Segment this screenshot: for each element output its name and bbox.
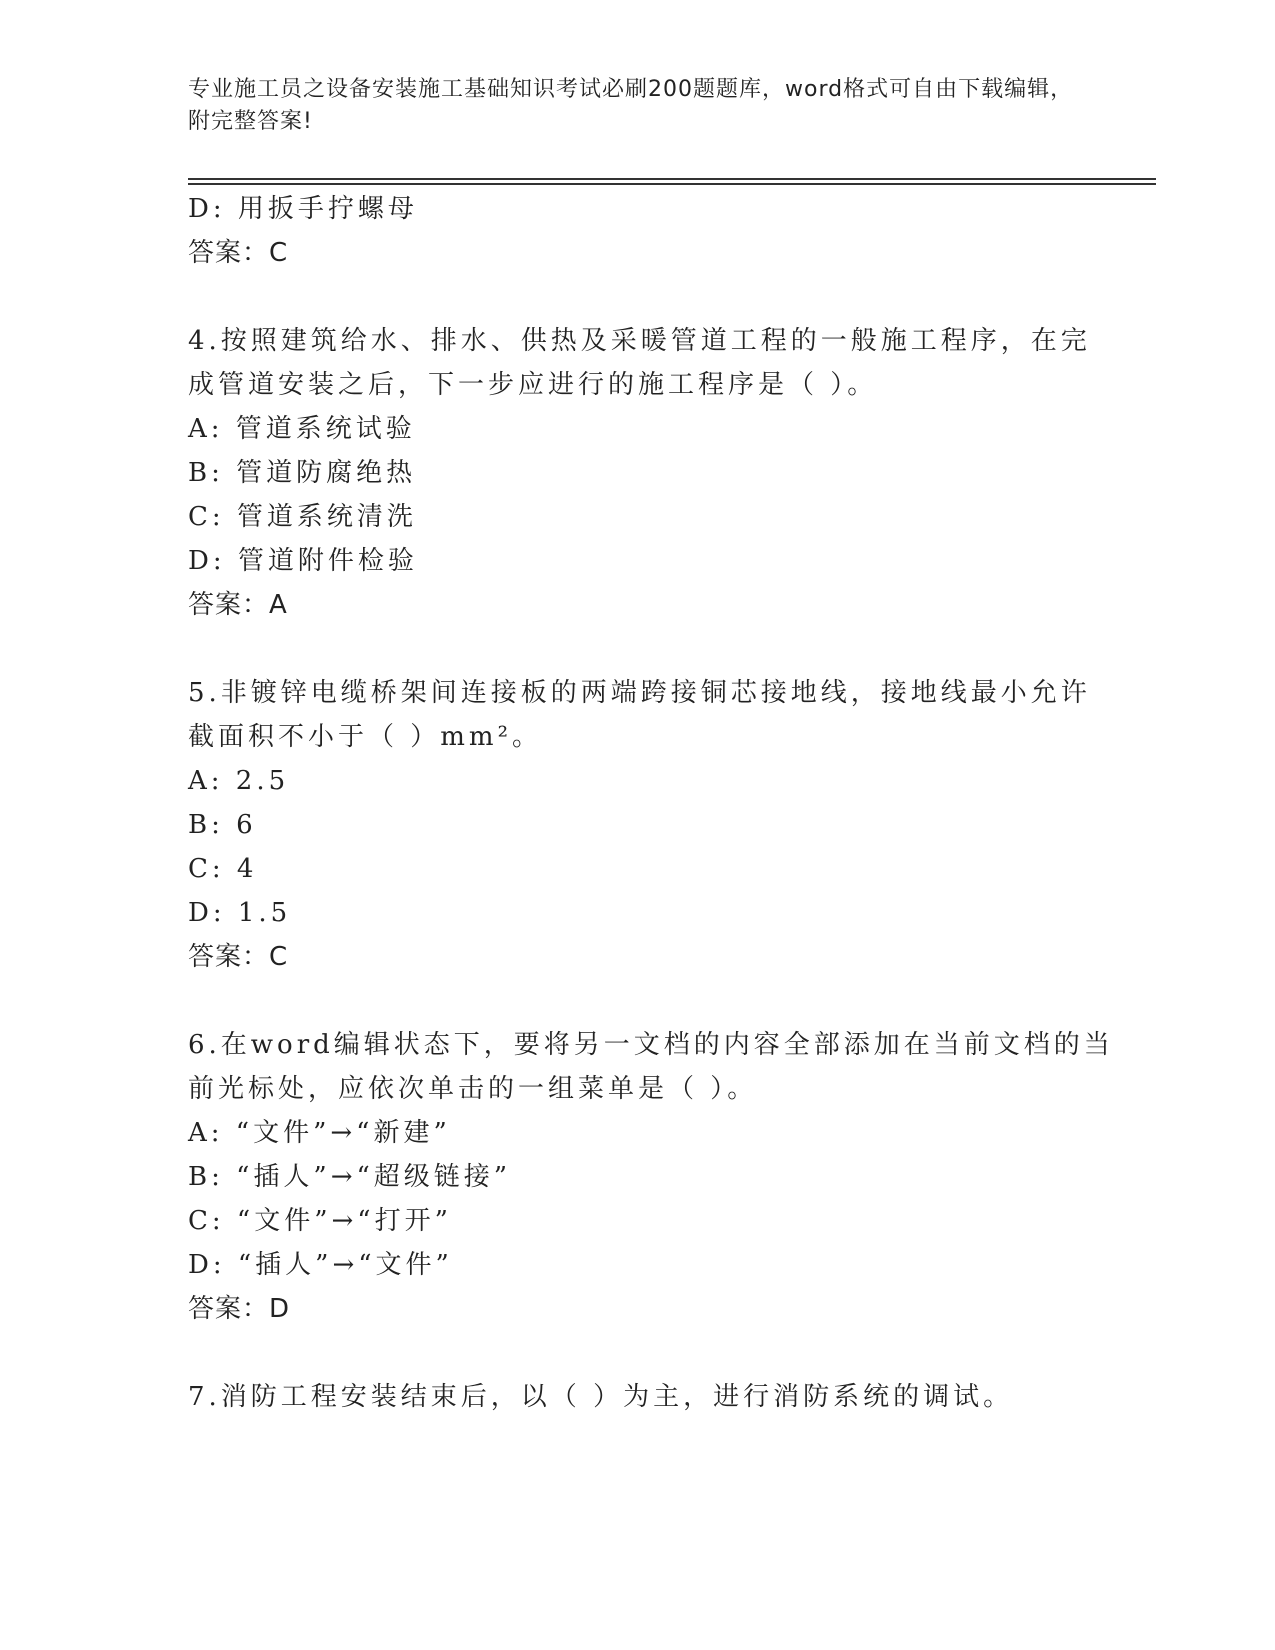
q6-option-c: C: “文件”→“打开” — [188, 1206, 452, 1236]
q6-option-d: D: “插人”→“文件” — [188, 1250, 453, 1280]
q5-option-c: C: 4 — [188, 854, 258, 884]
q7-stem-line1: 7.消防工程安装结束后，以（ ）为主，进行消防系统的调试。 — [188, 1382, 1014, 1412]
q5-answer: 答案：C — [188, 942, 289, 972]
q5-stem-line1: 5.非镀锌电缆桥架间连接板的两端跨接铜芯接地线，接地线最小允许 — [188, 678, 1091, 708]
q4-stem-line2: 成管道安装之后，下一步应进行的施工程序是（ ）。 — [188, 370, 878, 400]
q5-option-a: A: 2.5 — [188, 766, 290, 796]
q4-option-d: D: 管道附件检验 — [188, 546, 418, 576]
header-rule-top — [188, 178, 1156, 180]
q6-option-b: B: “插人”→“超级链接” — [188, 1162, 512, 1192]
header-rule-bottom — [188, 183, 1156, 185]
q5-stem-line2: 截面积不小于（ ）mm²。 — [188, 722, 542, 752]
q4-option-c: C: 管道系统清洗 — [188, 502, 417, 532]
q3-answer: 答案：C — [188, 238, 289, 268]
q4-option-b: B: 管道防腐绝热 — [188, 458, 417, 488]
q4-answer: 答案：A — [188, 590, 288, 620]
q6-answer: 答案：D — [188, 1294, 291, 1324]
q5-option-d: D: 1.5 — [188, 898, 292, 928]
q5-option-b: B: 6 — [188, 810, 257, 840]
q3-option-d: D: 用扳手拧螺母 — [188, 194, 418, 224]
document-header: 专业施工员之设备安装施工基础知识考试必刷200题题库，word格式可自由下载编辑，附完整答案! — [188, 77, 1074, 134]
q6-stem-line2: 前光标处，应依次单击的一组菜单是（ ）。 — [188, 1074, 758, 1104]
q6-stem-line1: 6.在word编辑状态下，要将另一文档的内容全部添加在当前文档的当 — [188, 1030, 1114, 1060]
q4-option-a: A: 管道系统试验 — [188, 414, 416, 444]
q4-stem-line1: 4.按照建筑给水、排水、供热及采暖管道工程的一般施工程序，在完 — [188, 326, 1091, 356]
q6-option-a: A: “文件”→“新建” — [188, 1118, 451, 1148]
